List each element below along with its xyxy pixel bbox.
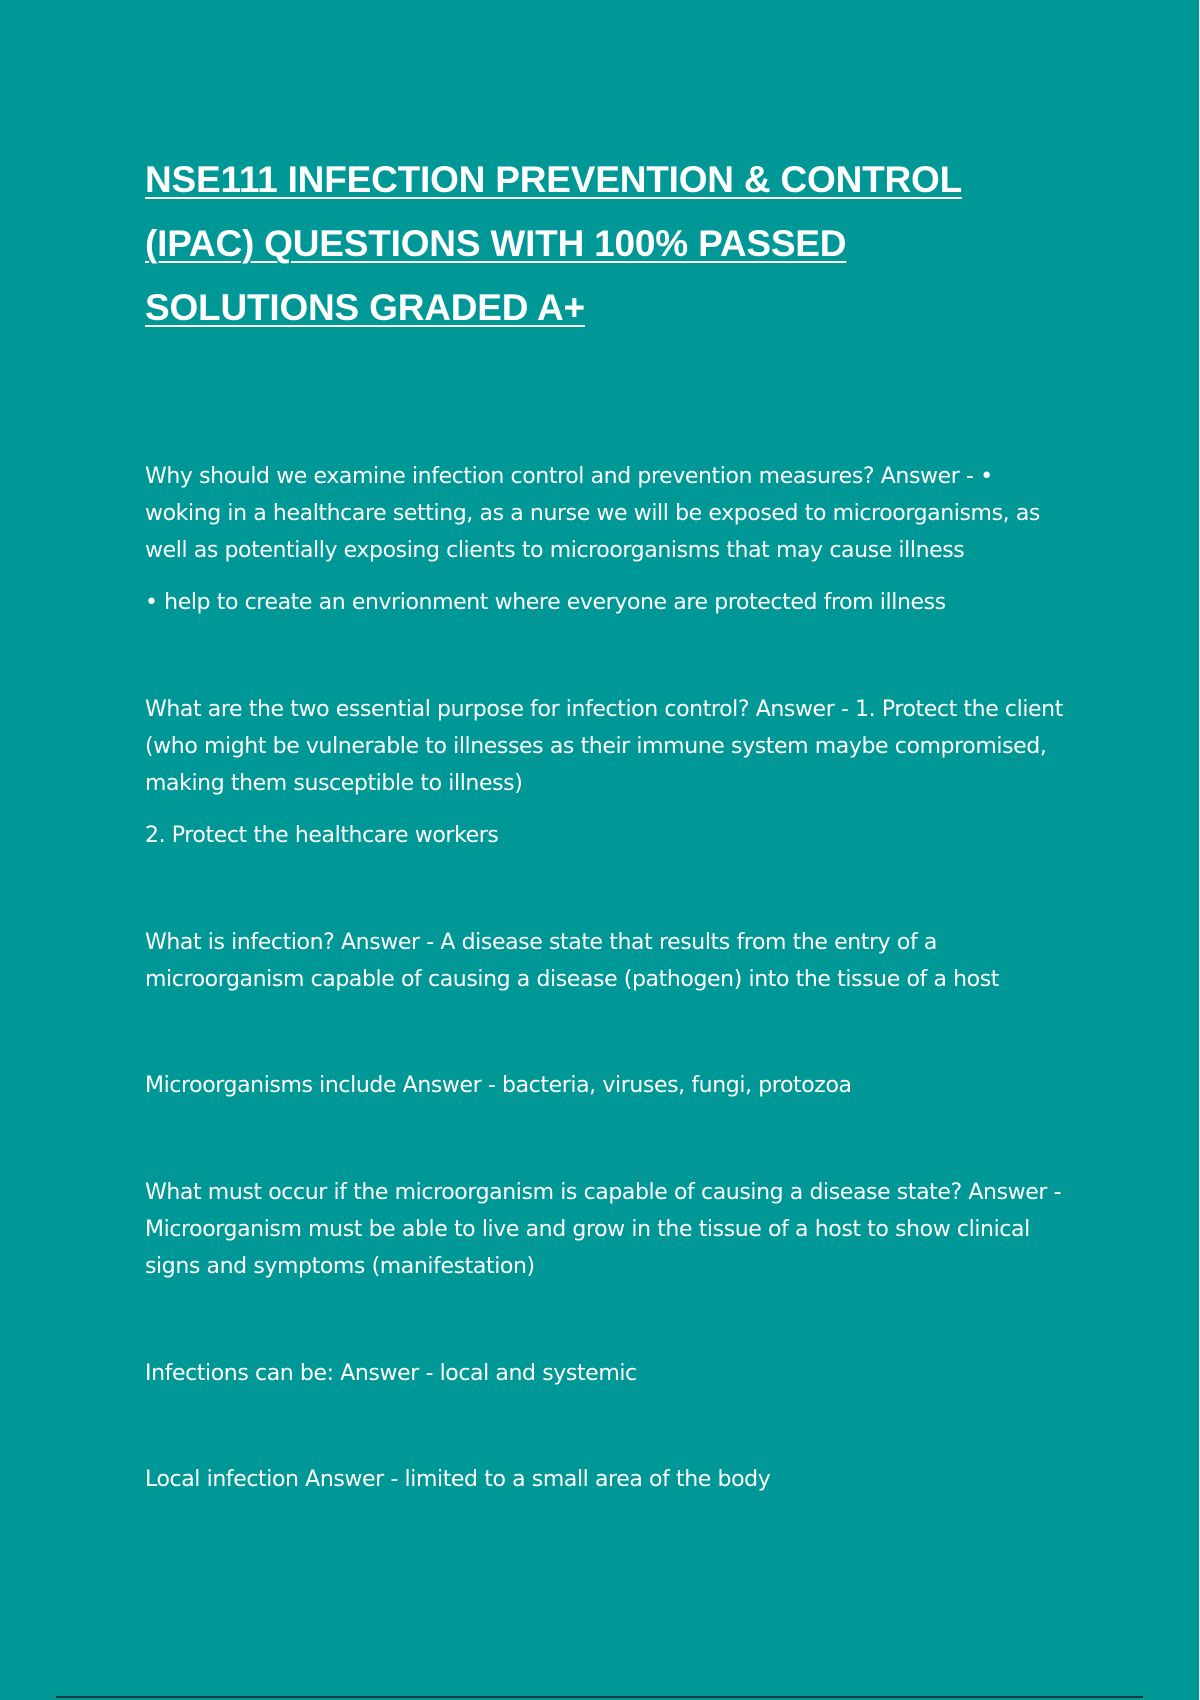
- qa-text: Why should we examine infection control and prevention measures? Answer - • woking in a healthcare setting, as a nurse we will be exposed to microorganisms, as well as potentially exposing clients to microorganisms that may cause illness: [145, 464, 1040, 563]
- qa-item-local-infection: [145, 1461, 1065, 1498]
- qa-item-two-purposes: [145, 691, 1065, 854]
- title-line-3: SOLUTIONS GRADED A+: [145, 287, 585, 328]
- qa-item-examine-measures: [145, 458, 1065, 621]
- qa-text: Microorganisms include Answer - bacteria, viruses, fungi, protozoa: [145, 1073, 852, 1098]
- qa-text: What is infection? Answer - A disease state that results from the entry of a microorganism capable of causing a disease (pathogen) into the tissue of a host: [145, 930, 1000, 992]
- qa-text: Local infection Answer - limited to a small area of the body: [145, 1467, 771, 1492]
- qa-item-what-is-infection: [145, 924, 1065, 998]
- title-line-1: NSE111 INFECTION PREVENTION & CONTROL: [145, 159, 963, 200]
- title-line-2: (IPAC) QUESTIONS WITH 100% PASSED: [145, 223, 847, 264]
- qa-subpoint: • help to create an envrionment where everyone are protected from illness: [145, 590, 946, 615]
- qa-item-infections-can-be: [145, 1355, 1065, 1392]
- qa-item-disease-state: [145, 1174, 1065, 1285]
- qa-subpoint: 2. Protect the healthcare workers: [145, 823, 499, 848]
- page-bottom-rule: [56, 1696, 1143, 1698]
- qa-text: What are the two essential purpose for infection control? Answer - 1. Protect the client (who might be vulnerable to illnesses as their immune system maybe compromised, making them susceptible to illness): [145, 697, 1063, 796]
- qa-item-microorganisms-include: [145, 1067, 1065, 1104]
- qa-list: [145, 458, 1065, 1498]
- document-title: [145, 148, 1065, 340]
- qa-text: Infections can be: Answer - local and systemic: [145, 1361, 637, 1386]
- qa-text: What must occur if the microorganism is capable of causing a disease state? Answer - Microorganism must be able to live and grow in the tissue of a host to show clinical signs and symptoms (manifestation): [145, 1180, 1062, 1279]
